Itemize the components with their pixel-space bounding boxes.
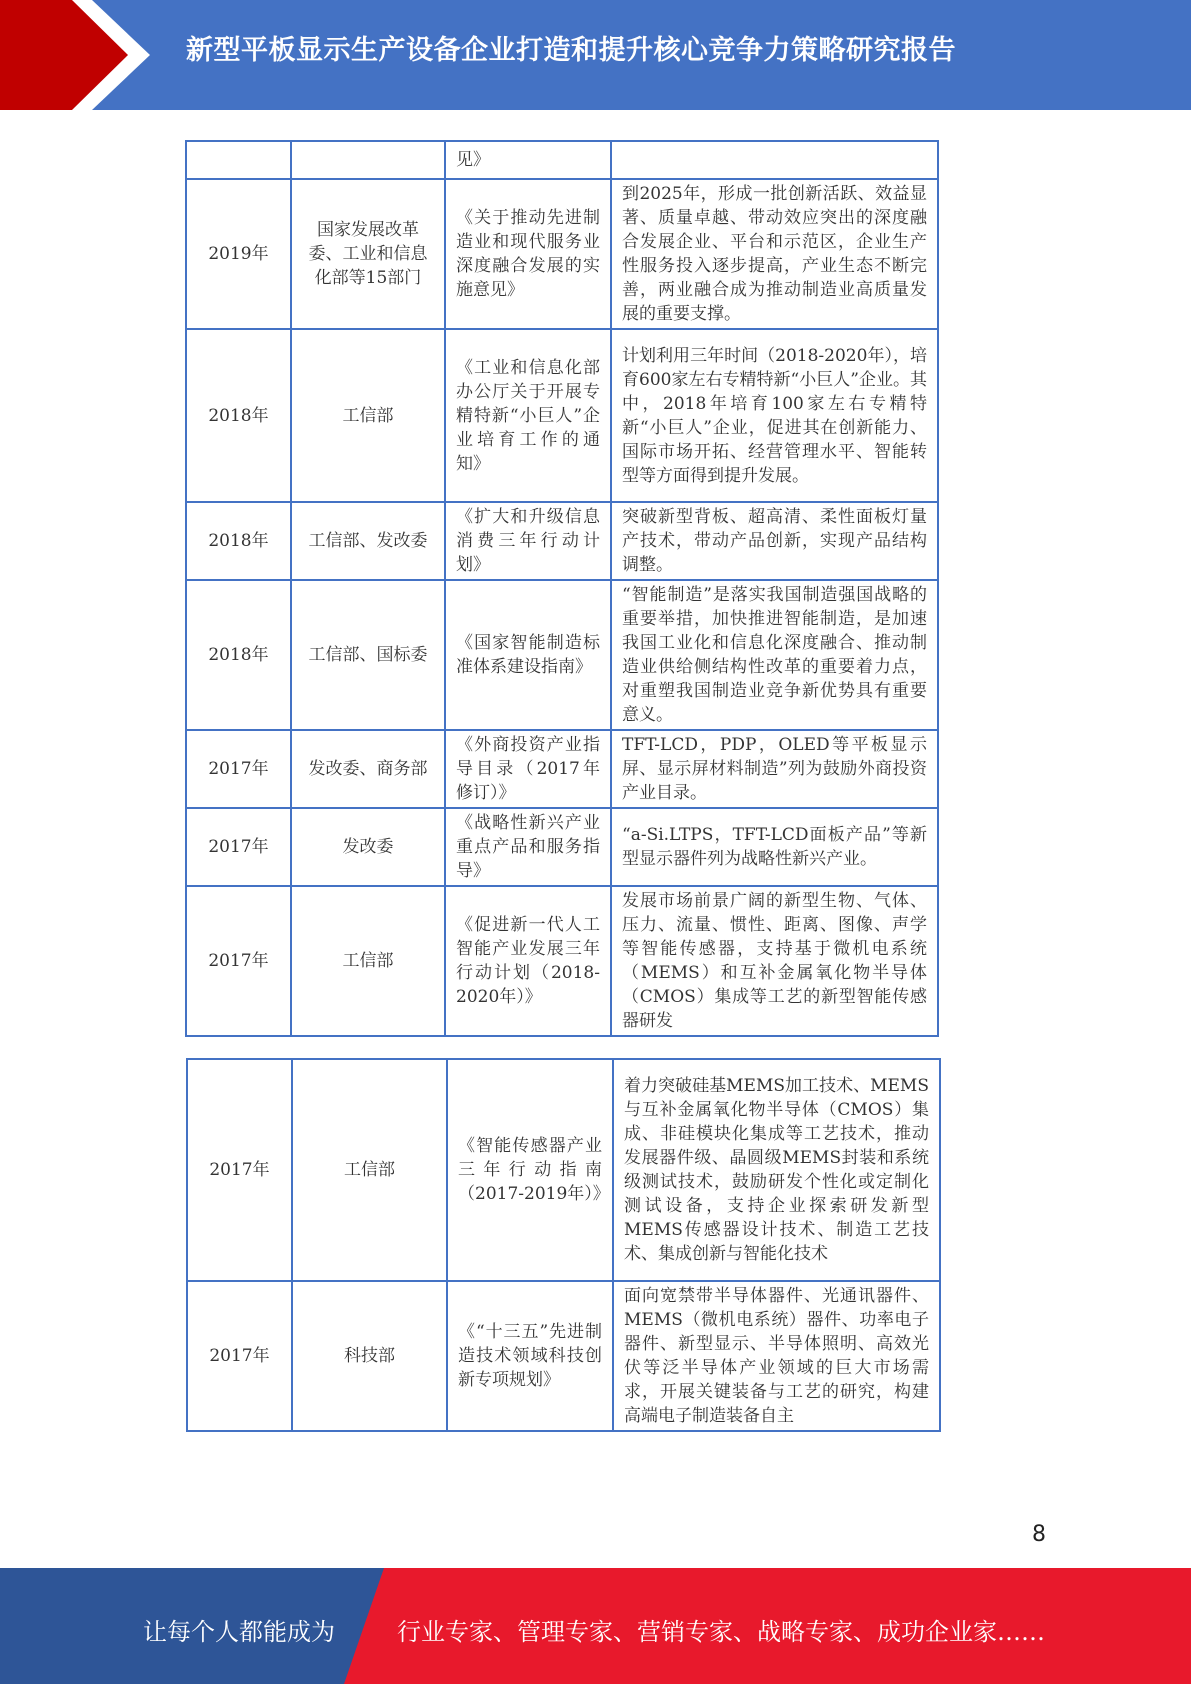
description-cell: “a-Si.LTPS，TFT-LCD面板产品”等新型显示器件列为战略性新兴产业。 xyxy=(611,808,938,886)
table-row xyxy=(186,329,938,502)
document-cell: 《“十三五”先进制造技术领域科技创新专项规划》 xyxy=(447,1281,613,1431)
description-cell: 计划利用三年时间（2018-2020年），培育600家左右专精特新“小巨人”企业。其中，2018年培育100家左右专精特新“小巨人”企业，促进其在创新能力、国际市场开拓、经营管理水平、智能转型等方面得到提升发展。 xyxy=(611,329,938,502)
department-cell: 工信部、国标委 xyxy=(291,580,445,730)
policy-table-1 xyxy=(185,140,939,1037)
document-cell: 《扩大和升级信息消费三年行动计划》 xyxy=(445,502,611,580)
document-cell: 《工业和信息化部办公厅关于开展专精特新“小巨人”企业培育工作的通知》 xyxy=(445,329,611,502)
description-cell: 着力突破硅基MEMS加工技术、MEMS与互补金属氧化物半导体（CMOS）集成、非硅模块化集成等工艺技术，推动发展器件级、晶圆级MEMS封装和系统级测试技术，鼓励研发个性化或定制化测试设备，支持企业探索研发新型MEMS传感器设计技术、制造工艺技术、集成创新与智能化技术 xyxy=(613,1059,940,1281)
year-cell: 2018年 xyxy=(186,502,291,580)
year-cell: 2017年 xyxy=(186,808,291,886)
document-cell: 《外商投资产业指导目录（2017年修订）》 xyxy=(445,730,611,808)
table-row xyxy=(186,886,938,1036)
department-cell: 发改委、商务部 xyxy=(291,730,445,808)
table-row xyxy=(187,1281,940,1431)
table-row xyxy=(187,1059,940,1281)
table-row xyxy=(186,808,938,886)
description-cell: “智能制造”是落实我国制造强国战略的重要举措，加快推进智能制造，是加速我国工业化和信息化深度融合、推动制造业供给侧结构性改革的重要着力点，对重塑我国制造业竞争新优势具有重要意义。 xyxy=(611,580,938,730)
department-cell: 工信部、发改委 xyxy=(291,502,445,580)
page-number: 8 xyxy=(1032,1522,1046,1547)
year-cell: 2017年 xyxy=(186,886,291,1036)
description-cell: 突破新型背板、超高清、柔性面板灯量产技术，带动产品创新，实现产品结构调整。 xyxy=(611,502,938,580)
report-title: 新型平板显示生产设备企业打造和提升核心竞争力策略研究报告 xyxy=(186,35,956,66)
year-cell: 2018年 xyxy=(186,580,291,730)
document-cell: 见》 xyxy=(445,141,611,179)
page-footer xyxy=(0,1568,1191,1684)
document-cell: 《国家智能制造标准体系建设指南》 xyxy=(445,580,611,730)
description-cell: TFT-LCD，PDP，OLED等平板显示屏、显示屏材料制造”列为鼓励外商投资产业目录。 xyxy=(611,730,938,808)
header-red-chevron xyxy=(0,0,150,110)
table-row xyxy=(186,141,938,179)
table-row xyxy=(186,580,938,730)
department-cell: 科技部 xyxy=(292,1281,447,1431)
policy-table-2 xyxy=(186,1058,941,1432)
document-cell: 《战略性新兴产业重点产品和服务指导》 xyxy=(445,808,611,886)
department-cell: 工信部 xyxy=(291,886,445,1036)
year-cell xyxy=(186,141,291,179)
description-cell: 到2025年，形成一批创新活跃、效益显著、质量卓越、带动效应突出的深度融合发展企业、平台和示范区，企业生产性服务投入逐步提高，产业生态不断完善，两业融合成为推动制造业高质量发展的重要支撑。 xyxy=(611,179,938,329)
department-cell: 国家发展改革委、工业和信息化部等15部门 xyxy=(291,179,445,329)
description-cell xyxy=(611,141,938,179)
year-cell: 2019年 xyxy=(186,179,291,329)
document-cell: 《促进新一代人工智能产业发展三年行动计划（2018-2020年）》 xyxy=(445,886,611,1036)
department-cell: 工信部 xyxy=(291,329,445,502)
year-cell: 2017年 xyxy=(187,1059,292,1281)
department-cell xyxy=(291,141,445,179)
description-cell: 发展市场前景广阔的新型生物、气体、压力、流量、惯性、距离、图像、声学等智能传感器，支持基于微机电系统（MEMS）和互补金属氧化物半导体（CMOS）集成等工艺的新型智能传感器研发 xyxy=(611,886,938,1036)
year-cell: 2018年 xyxy=(186,329,291,502)
year-cell: 2017年 xyxy=(186,730,291,808)
table-row xyxy=(186,502,938,580)
table-row xyxy=(186,179,938,329)
document-cell: 《智能传感器产业三年行动指南（2017-2019年）》 xyxy=(447,1059,613,1281)
page-header xyxy=(0,0,1191,110)
year-cell: 2017年 xyxy=(187,1281,292,1431)
document-cell: 《关于推动先进制造业和现代服务业深度融合发展的实施意见》 xyxy=(445,179,611,329)
department-cell: 发改委 xyxy=(291,808,445,886)
footer-slogan-right: 行业专家、管理专家、营销专家、战略专家、成功企业家…… xyxy=(397,1618,1045,1646)
table-row xyxy=(186,730,938,808)
description-cell: 面向宽禁带半导体器件、光通讯器件、MEMS（微机电系统）器件、功率电子器件、新型显示、半导体照明、高效光伏等泛半导体产业领域的巨大市场需求，开展关键装备与工艺的研究，构建高端电子制造装备自主 xyxy=(613,1281,940,1431)
footer-slogan-left: 让每个人都能成为 xyxy=(143,1618,335,1646)
department-cell: 工信部 xyxy=(292,1059,447,1281)
